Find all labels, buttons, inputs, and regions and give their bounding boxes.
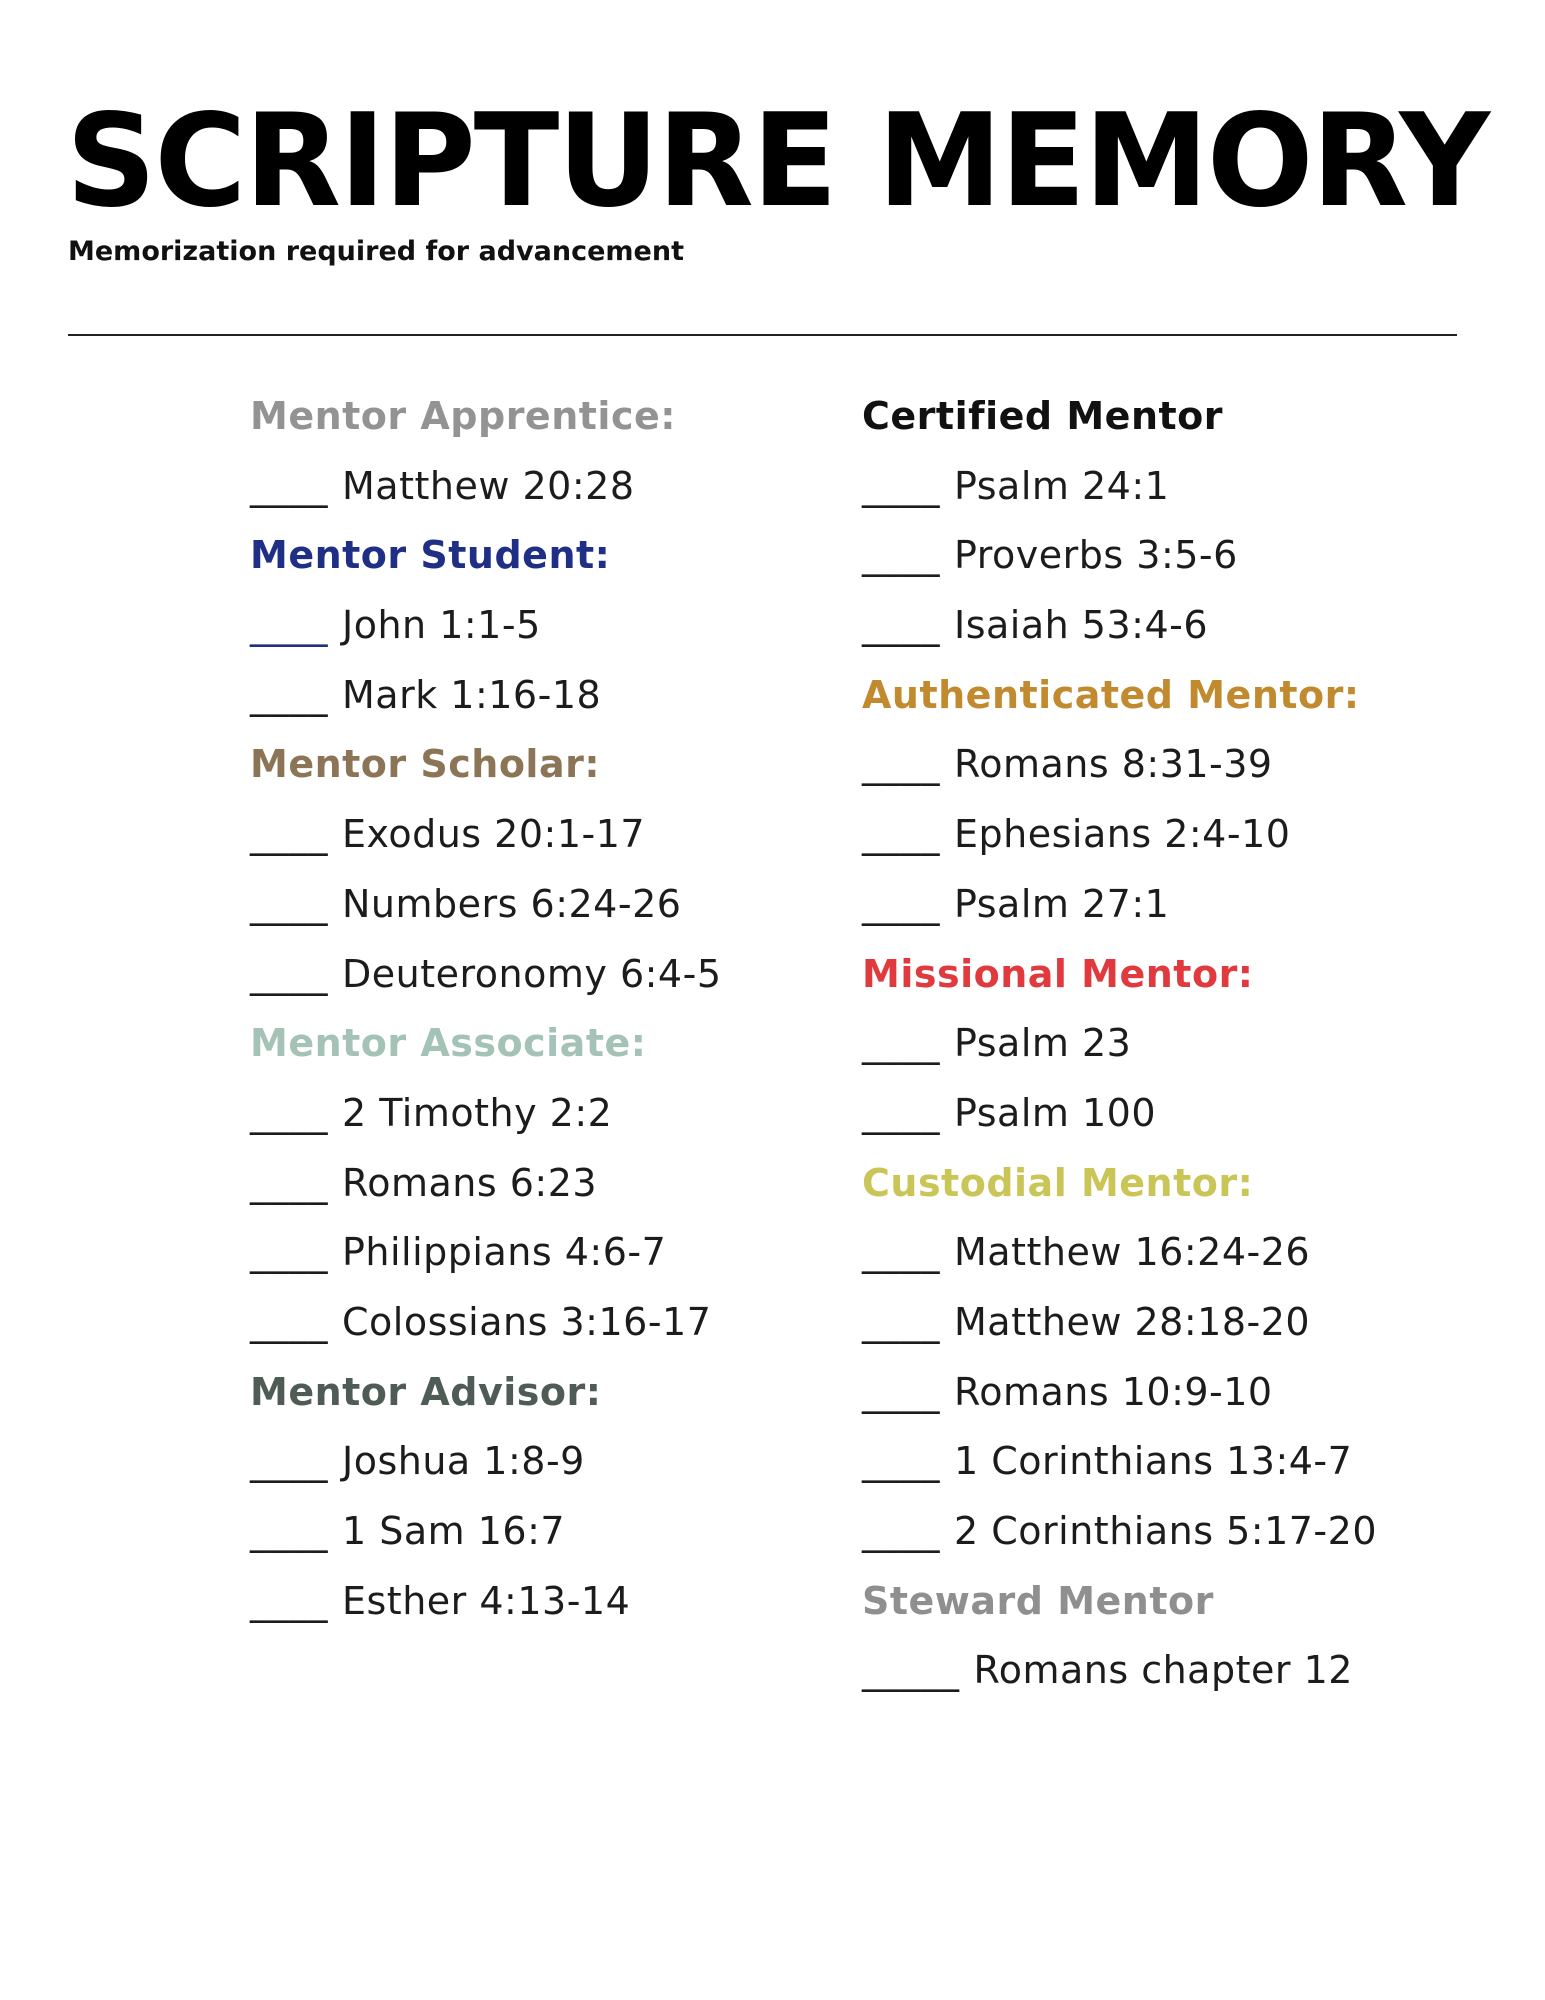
checkoff-blank: ____ xyxy=(250,1090,328,1135)
list-item xyxy=(862,1503,1462,1573)
checkoff-blank: ____ xyxy=(250,1160,328,1205)
list-item xyxy=(862,597,1462,667)
checkoff-blank: ____ xyxy=(862,1090,940,1135)
list-item xyxy=(862,806,1462,876)
list-item xyxy=(862,1294,1462,1364)
verse-reference: Isaiah 53:4-6 xyxy=(954,603,1209,648)
checkoff-blank: ____ xyxy=(862,463,940,508)
list-item xyxy=(250,1433,810,1503)
section-heading-mentor-scholar: Mentor Scholar: xyxy=(250,742,601,787)
checkoff-blank: ____ xyxy=(250,463,328,508)
left-column xyxy=(250,388,810,1642)
verse-reference: Matthew 20:28 xyxy=(342,463,635,508)
list-item xyxy=(862,1642,1462,1712)
checkoff-blank: ____ xyxy=(862,1369,940,1414)
checkoff-blank: ____ xyxy=(250,951,328,996)
checkoff-blank: ____ xyxy=(250,1230,328,1275)
list-item xyxy=(862,876,1462,946)
checkoff-blank: ____ xyxy=(862,881,940,926)
verse-reference: Psalm 27:1 xyxy=(954,881,1170,926)
section-heading-mentor-associate: Mentor Associate: xyxy=(250,1021,647,1066)
verse-reference: Exodus 20:1-17 xyxy=(342,812,646,857)
list-item xyxy=(862,736,1462,806)
section-heading-authenticated-mentor: Authenticated Mentor: xyxy=(862,672,1360,717)
list-item xyxy=(250,667,810,737)
verse-reference: Numbers 6:24-26 xyxy=(342,881,682,926)
list-item xyxy=(862,1224,1462,1294)
verse-reference: Matthew 16:24-26 xyxy=(954,1230,1311,1275)
section-heading-mentor-advisor: Mentor Advisor: xyxy=(250,1369,602,1414)
verse-reference: John 1:1-5 xyxy=(342,603,541,648)
list-item xyxy=(250,806,810,876)
verse-reference: Psalm 24:1 xyxy=(954,463,1170,508)
list-item xyxy=(250,458,810,528)
checkoff-blank: _____ xyxy=(862,1648,960,1693)
checkoff-blank: ____ xyxy=(862,1021,940,1066)
list-item xyxy=(250,876,810,946)
checkoff-blank: ____ xyxy=(862,1439,940,1484)
list-item xyxy=(862,1364,1462,1434)
checkoff-blank: ____ xyxy=(250,603,328,648)
section-heading-mentor-student: Mentor Student: xyxy=(250,533,611,578)
list-item xyxy=(250,1155,810,1225)
list-item xyxy=(862,1015,1462,1085)
list-item xyxy=(862,458,1462,528)
section-heading-certified-mentor: Certified Mentor xyxy=(862,394,1224,438)
verse-reference: Deuteronomy 6:4-5 xyxy=(342,951,722,996)
checkoff-blank: ____ xyxy=(862,1299,940,1344)
verse-reference: 1 Sam 16:7 xyxy=(342,1509,566,1553)
verse-reference: 2 Corinthians 5:17-20 xyxy=(954,1509,1377,1553)
verse-reference: Romans 8:31-39 xyxy=(954,742,1273,787)
section-heading-missional-mentor: Missional Mentor: xyxy=(862,951,1254,996)
verse-reference: Romans 10:9-10 xyxy=(954,1369,1273,1414)
checkoff-blank: ____ xyxy=(862,1509,940,1553)
right-column xyxy=(862,388,1462,1712)
verse-reference: 2 Timothy 2:2 xyxy=(342,1090,613,1135)
section-heading-steward-mentor: Steward Mentor xyxy=(862,1578,1214,1623)
verse-reference: Colossians 3:16-17 xyxy=(342,1299,712,1344)
list-item xyxy=(250,1294,810,1364)
list-item xyxy=(250,946,810,1016)
verse-reference: Psalm 100 xyxy=(954,1090,1157,1135)
header-divider xyxy=(68,334,1457,336)
checkoff-blank: ____ xyxy=(250,812,328,857)
verse-reference: Romans chapter 12 xyxy=(973,1648,1353,1693)
verse-reference: Ephesians 2:4-10 xyxy=(954,812,1291,857)
page-title: SCRIPTURE MEMORY xyxy=(66,87,1489,236)
verse-reference: Esther 4:13-14 xyxy=(342,1578,631,1623)
checkoff-blank: ____ xyxy=(250,1439,328,1484)
list-item xyxy=(862,1085,1462,1155)
checkoff-blank: ____ xyxy=(250,1578,328,1623)
checkoff-blank: ____ xyxy=(250,1509,328,1553)
section-heading-mentor-apprentice: Mentor Apprentice: xyxy=(250,394,676,438)
list-item xyxy=(862,527,1462,597)
verse-reference: Psalm 23 xyxy=(954,1021,1132,1066)
checkoff-blank: ____ xyxy=(862,1230,940,1275)
checkoff-blank: ____ xyxy=(250,881,328,926)
checkoff-blank: ____ xyxy=(862,533,940,578)
verse-reference: Romans 6:23 xyxy=(342,1160,598,1205)
verse-reference: Philippians 4:6-7 xyxy=(342,1230,667,1275)
checkoff-blank: ____ xyxy=(862,812,940,857)
verse-reference: Mark 1:16-18 xyxy=(342,672,602,717)
list-item xyxy=(250,597,810,667)
checkoff-blank: ____ xyxy=(862,603,940,648)
list-item xyxy=(250,1224,810,1294)
list-item xyxy=(862,1433,1462,1503)
page-subtitle: Memorization required for advancement xyxy=(68,236,684,267)
list-item xyxy=(250,1573,810,1643)
checkoff-blank: ____ xyxy=(250,1299,328,1344)
verse-reference: Proverbs 3:5-6 xyxy=(954,533,1238,578)
checkoff-blank: ____ xyxy=(862,742,940,787)
verse-reference: 1 Corinthians 13:4-7 xyxy=(954,1439,1353,1484)
section-heading-custodial-mentor: Custodial Mentor: xyxy=(862,1160,1254,1205)
list-item xyxy=(250,1503,810,1573)
verse-reference: Joshua 1:8-9 xyxy=(342,1439,585,1484)
verse-reference: Matthew 28:18-20 xyxy=(954,1299,1311,1344)
checkoff-blank: ____ xyxy=(250,672,328,717)
list-item xyxy=(250,1085,810,1155)
